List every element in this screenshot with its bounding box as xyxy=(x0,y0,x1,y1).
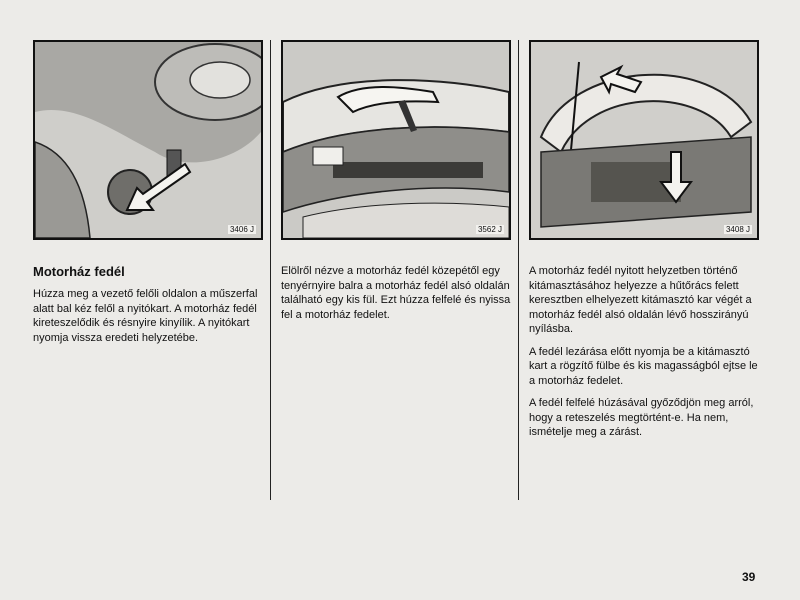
figure-code: 3408 J xyxy=(725,225,750,234)
paragraph: Húzza meg a vezető felőli oldalon a műszerfal alatt bal kéz felől a nyitókart. A motorház fedél kireteszelődik és résnyire kinyílik. A nyitókart nyomja vissza eredeti helyzetébe. xyxy=(33,288,258,344)
column-1 xyxy=(33,40,263,353)
figure-hood-catch xyxy=(281,40,511,240)
column-divider xyxy=(270,40,271,500)
column-3 xyxy=(529,40,759,448)
figure-code: 3406 J xyxy=(229,225,254,234)
hood-support-illustration xyxy=(531,42,757,238)
hood-release-lever-illustration xyxy=(35,42,261,238)
paragraph: A motorház fedél nyitott helyzetben történő kitámasztásához helyezze a hűtőrács felett keresztben elhelyezett kitámasztó kar végét a motorház fedél alsó oldalán lévő hosszirányú nyílásba. xyxy=(529,265,752,335)
page-number: 39 xyxy=(742,570,756,584)
figure-hood-support xyxy=(529,40,759,240)
paragraph: A fedél lezárása előtt nyomja be a kitámasztó kart a rögzítő fülbe és kis magasságból ejtse le a motorház fedelet. xyxy=(529,345,758,387)
hood-catch-illustration xyxy=(283,42,509,238)
paragraph: A fedél felfelé húzásával győződjön meg arról, hogy a reteszelés megtörtént-e. Ha nem, ismételje meg a zárást. xyxy=(529,397,754,438)
figure-hood-release-lever xyxy=(33,40,263,240)
column-2 xyxy=(281,40,511,330)
section-heading: Motorház fedél xyxy=(33,264,125,279)
paragraph: Elölről nézve a motorház fedél közepétől egy tenyérnyire balra a motorház fedél alsó oldalán található egy kis fül. Ezt húzza felfelé és nyissa fel a motorház fedelet. xyxy=(281,265,511,321)
column-divider xyxy=(518,40,519,500)
figure-code: 3562 J xyxy=(477,225,502,234)
